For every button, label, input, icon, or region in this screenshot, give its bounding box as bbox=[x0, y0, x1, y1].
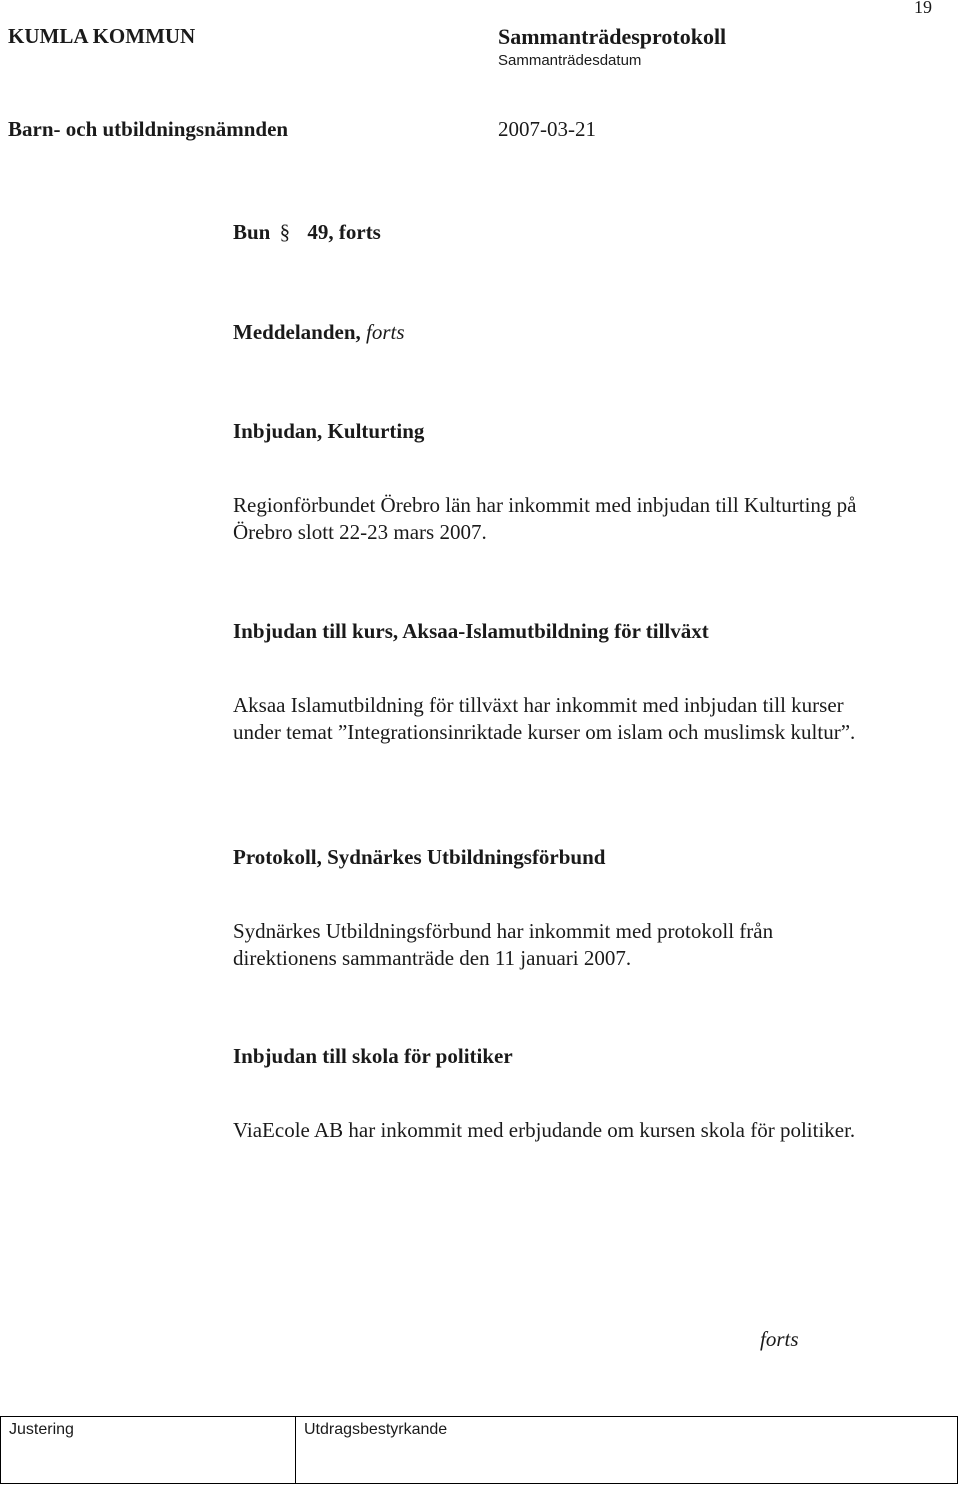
item-title: Inbjudan, Kulturting bbox=[233, 419, 425, 443]
signature-table bbox=[0, 1416, 958, 1484]
item-text: Sydnärkes Utbildningsförbund har inkommit med protokoll från direktionens sammanträde den 11 januari 2007. bbox=[233, 919, 774, 970]
section-title-suffix: forts bbox=[366, 320, 405, 344]
item-title: Protokoll, Sydnärkes Utbildningsförbund bbox=[233, 845, 606, 869]
utdragsbestyrkande-cell bbox=[296, 1417, 958, 1484]
item-title: Inbjudan till kurs, Aksaa-Islamutbildning för tillväxt bbox=[233, 619, 709, 643]
item-text: ViaEcole AB har inkommit med erbjudande om kursen skola för politiker. bbox=[233, 1118, 856, 1142]
date-label: Sammanträdesdatum bbox=[498, 52, 642, 69]
justering-cell bbox=[1, 1417, 296, 1484]
section-sign: § bbox=[279, 220, 291, 244]
section-title: Meddelanden, bbox=[233, 320, 361, 344]
page-number: 19 bbox=[914, 0, 932, 17]
paragraph-prefix: Bun bbox=[233, 220, 271, 244]
item-text: Aksaa Islamutbildning för tillväxt har inkommit med inbjudan till kurser under temat ”Integrationsinriktade kurser om islam och muslimsk kultur”. bbox=[233, 693, 856, 744]
committee-name: Barn- och utbildningsnämnden bbox=[8, 117, 289, 141]
meeting-date: 2007-03-21 bbox=[498, 117, 596, 141]
paragraph-reference bbox=[233, 220, 381, 245]
document-type: Sammanträdesprotokoll bbox=[498, 24, 727, 49]
utdragsbestyrkande-label: Utdragsbestyrkande bbox=[304, 1421, 448, 1438]
item-title: Inbjudan till skola för politiker bbox=[233, 1044, 513, 1068]
continued-label: forts bbox=[760, 1327, 799, 1351]
paragraph-number: 49, forts bbox=[307, 220, 381, 244]
org-name: KUMLA KOMMUN bbox=[8, 24, 196, 48]
justering-label: Justering bbox=[9, 1421, 74, 1438]
item-text: Regionförbundet Örebro län har inkommit med inbjudan till Kulturting på Örebro slott 22-23 mars 2007. bbox=[233, 493, 857, 544]
section-heading bbox=[233, 320, 405, 345]
